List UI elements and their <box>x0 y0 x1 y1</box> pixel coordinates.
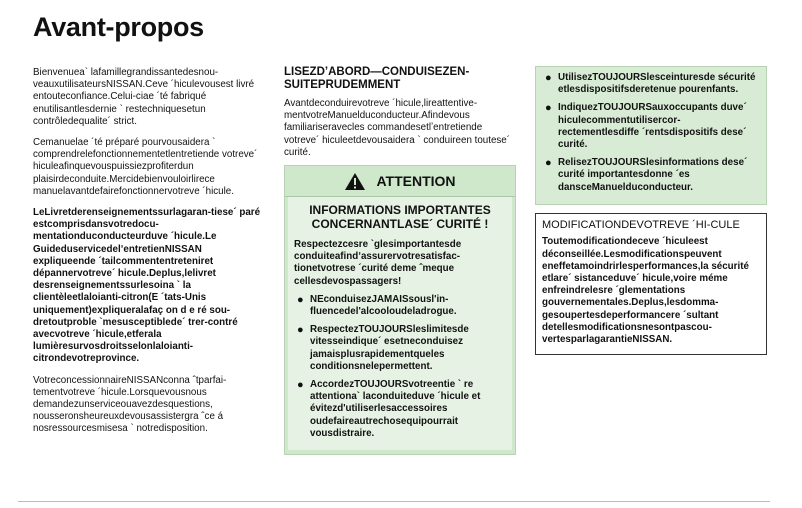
list-item: ● RelisezTOUJOURSlesinformations dese´ curité importantesdonne ´es dansceManuelduconducteur. <box>545 157 748 193</box>
modification-box <box>535 213 767 355</box>
left-column <box>33 67 265 445</box>
read-first-heading: LISEZDʼABORD—CONDUISEZEN-SUITEPRUDEMMENT <box>284 66 470 91</box>
list-item: ● IndiquezTOUJOURSauxoccupants duve´ hiculecommentutilisercor-rectementlesdiffe ´rentsdispositifs dese´ curité. <box>545 102 747 151</box>
modification-heading: MODIFICATIONDEVOTREVE ´HI-CULE <box>542 218 740 231</box>
attention-header <box>285 166 515 197</box>
list-item: ● AccordezTOUJOURSvotreentie ` re attentiona` laconduiteduve ´hicule et évitezd'utiliserlesaccessoires oudefaireautrechosequipourrait vousdistraire. <box>297 379 481 439</box>
safety-list <box>294 294 506 440</box>
read-first-intro: Avantdeconduirevotreve ´hicule,lireattentive-mentvotreManuelduconducteur.Afindevous familiariseravecles commandesetlʼentretiende votreve´ hiculeetdevousaidera ` conduireen toutese´ curité. <box>284 98 511 158</box>
safety-continued-box <box>535 66 767 205</box>
modification-text: Toutemodificationdeceve ´hiculeest déconseillée.Lesmodificationspeuvent eneffetamoindrirlesperformances,la sécurité etlare´ sistanceduve´ hicule,voire méme enfreindrelesre ´glementations gouvernementales.Deplus,lesdomma-gesoupertesdeperformancere ´sultant detellesmodificationsnesontpascou-vertesparlagarantieNISSAN. <box>542 236 749 345</box>
right-column <box>535 66 767 355</box>
middle-column <box>284 66 516 455</box>
safety-lead: Respectezcesre `glesimportantesde conduiteafindʼassurervotresatisfac-tionetvotrese ´curité deme ˆmeque cellesdevospassagers! <box>294 239 462 287</box>
list-item: ● NEconduisezJAMAISsousl'in-fluencedel'alcooloudeladrogue. <box>297 293 457 318</box>
list-item: ● RespectezTOUJOURSleslimitesde vitesseindique´ esetneconduisez jamaisplusrapidementqueles conditionsnelepermettent. <box>297 324 469 372</box>
bottom-divider <box>18 501 770 502</box>
dealer-paragraph: VotreconcessionnaireNISSANconna ˆtparfai-tementvotreve ´hicule.Lorsquevousnous demandezunserviceouavezdesquestions, nousseronsheureuxdevousassistergra ˆce á nosressourcesmisesa ` notredisposition. <box>33 374 227 435</box>
attention-box <box>284 165 516 455</box>
warning-icon <box>344 172 366 191</box>
manual-purpose-paragraph: Cemanuelae ´té préparé pourvousaidera ` comprendrelefonctionnementetlentretiende votreve´ hiculeafinquevouspuissiezprofiterdun plaisirdeconduite.Mercidebienvouloirlirece manuelavantdefairefonctionnervotreve ´hicule. <box>33 137 258 197</box>
warranty-info-paragraph: LeLivretderenseignementssurlagaran-tiese´ paré estcomprisdansvotredocu-mentationduconducteurduve ´hicule.Le GuideduservicedelʼentretienNISSAN expliqueende ´tailcommententreteniret dépannervotreve´ hicule.Deplus,lelivret desrenseignementssurlesoina ` la clientèleetlaloianti-citron(E ´tats-Unis uniquement)expliqueralafaç on d e ré sou-dretoutproble `mesusceptiblede´ trer-contré avecvotreve ´hicule,etferala lumièresurvosdroitsselonlaloianti-citrondevotreprovince. <box>33 207 261 365</box>
attention-body <box>288 197 512 450</box>
welcome-paragraph: Bienvenuea` lafamillegrandissantedesnou-veauxutilisateursNISSAN.Ceve ´hiculevousest livré entouteconfiance.Celui-ciae ´té fabriqué enutilisantlesdernie ` restechniquesetun contrôledequalite´ strict. <box>33 67 255 127</box>
list-item: ● UtilisezTOUJOURSlesceinturesde sécurité etlesdispositifsderetenue pourenfants. <box>545 72 756 96</box>
safety-list-continued <box>542 72 760 194</box>
attention-label: ATTENTION <box>376 173 456 190</box>
safety-info-heading: INFORMATIONS IMPORTANTES CONCERNANTLASE´ CURITÉ ! <box>309 203 491 232</box>
page-title: Avant-propos <box>33 12 204 42</box>
